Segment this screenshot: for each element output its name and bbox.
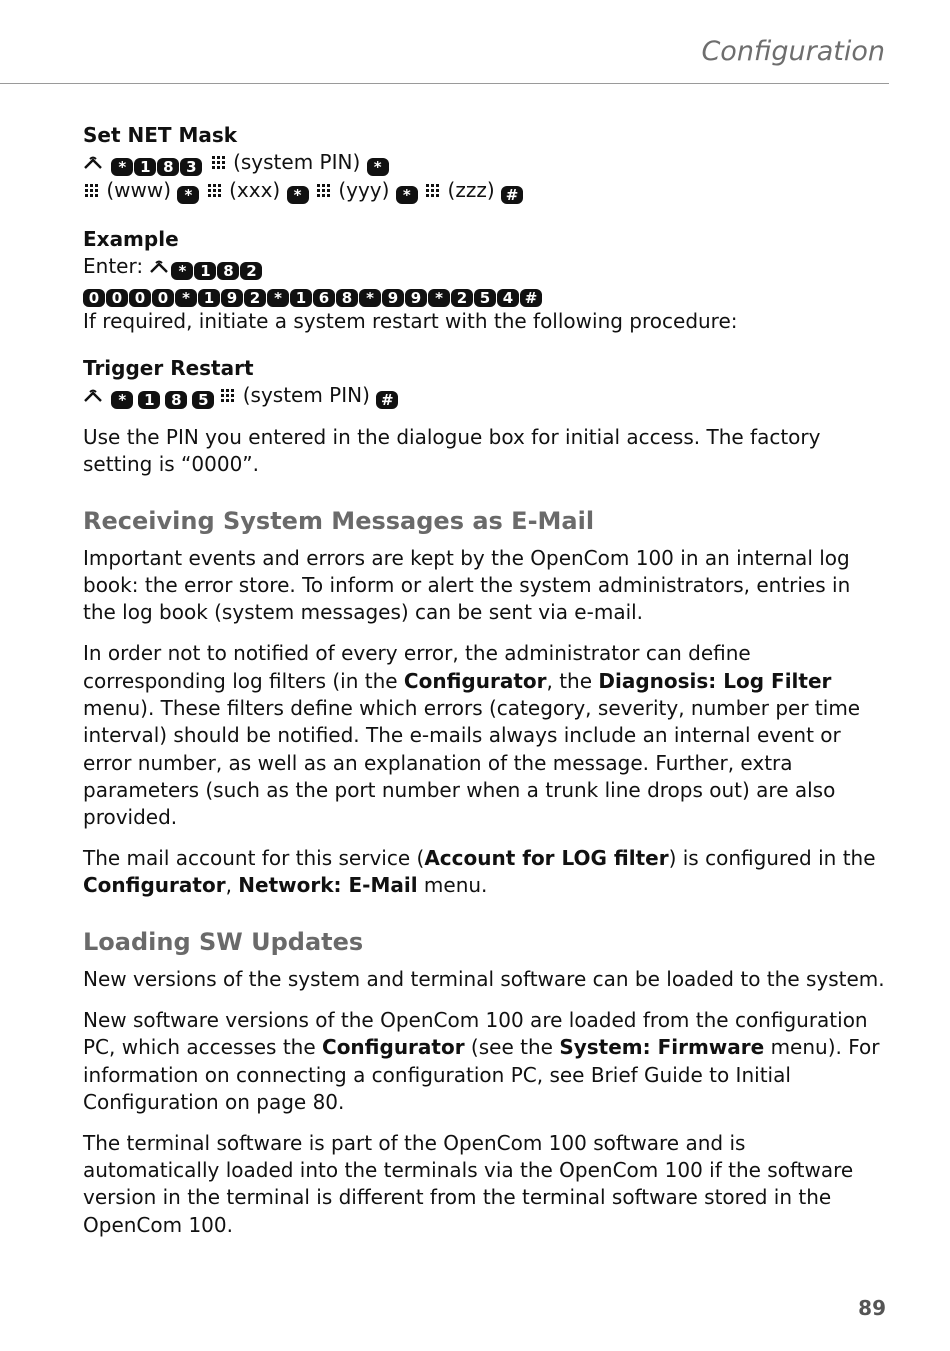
menu-reference-configurator: Configurator — [83, 873, 226, 898]
email-paragraph-1: Important events and errors are kept by the OpenCom 100 in an internal log book: the error store. To inform or alert the system administrators, entries in the log book (system messages) can be sent via e-mail. — [83, 545, 851, 625]
example-heading: Example — [83, 226, 179, 251]
restart-block — [83, 355, 888, 410]
key-star: * — [175, 289, 197, 307]
key-2: 2 — [240, 262, 262, 280]
key-8: 8 — [336, 289, 358, 307]
yyy-text: (yyy) — [338, 177, 390, 202]
key-hash: # — [520, 289, 542, 307]
key-0: 0 — [106, 289, 128, 307]
net-mask-line-1 — [83, 149, 888, 176]
example-enter-line — [83, 253, 888, 280]
key-6: 6 — [313, 289, 335, 307]
text-run: , the — [546, 668, 599, 693]
restart-note: If required, initiate a system restart with the following procedure: — [83, 308, 738, 333]
email-paragraph-3 — [83, 845, 888, 900]
key-star: * — [396, 186, 418, 204]
keypad-digits-icon — [85, 184, 98, 198]
menu-reference-system-firmware: System: Firmware — [559, 1035, 765, 1060]
key-star: * — [287, 186, 309, 204]
keypad-digits-icon — [426, 184, 439, 198]
zzz-text: (zzz) — [447, 177, 495, 202]
key-hash: # — [501, 186, 523, 204]
text-run: menu. — [417, 873, 488, 898]
key-8: 8 — [217, 262, 239, 280]
key-star: * — [111, 391, 133, 409]
key-8: 8 — [157, 158, 179, 176]
key-1: 1 — [134, 158, 156, 176]
key-star: * — [111, 158, 133, 176]
enter-label: Enter: — [83, 254, 144, 279]
key-0: 0 — [152, 289, 174, 307]
key-1: 1 — [290, 289, 312, 307]
email-paragraph-2 — [83, 640, 888, 831]
off-hook-icon — [83, 388, 103, 404]
key-3: 3 — [180, 158, 202, 176]
text-run: ) is configured in the — [668, 846, 876, 871]
net-mask-heading: Set NET Mask — [83, 123, 238, 147]
key-2: 2 — [244, 289, 266, 307]
keypad-digits-icon — [221, 389, 234, 403]
key-8: 8 — [165, 391, 187, 409]
xxx-text: (xxx) — [229, 177, 281, 202]
key-star: * — [367, 158, 389, 176]
sw-paragraph-3: The terminal software is part of the OpenCom 100 software and is automatically loaded into the terminals via the OpenCom 100 if the software version in the terminal is different from the terminal software stored in the OpenCom 100. — [83, 1130, 854, 1237]
restart-heading: Trigger Restart — [83, 356, 254, 381]
sw-paragraph-1: New versions of the system and terminal software can be loaded to the system. — [83, 967, 885, 992]
email-section-heading: Receiving System Messages as E-Mail — [83, 506, 595, 535]
key-star: * — [171, 262, 193, 280]
key-0: 0 — [129, 289, 151, 307]
net-mask-line-2 — [83, 177, 888, 204]
keypad-digits-icon — [317, 184, 330, 198]
off-hook-icon — [83, 155, 103, 171]
menu-reference-log-filter: Diagnosis: Log Filter — [598, 668, 832, 693]
key-star: * — [267, 289, 289, 307]
key-star: * — [428, 289, 450, 307]
menu-reference-configurator: Configurator — [322, 1035, 465, 1060]
page-number: 89 — [858, 1296, 886, 1320]
net-mask-block — [83, 122, 888, 204]
key-1: 1 — [138, 391, 160, 409]
system-pin-text: (system PIN) — [242, 383, 370, 408]
menu-reference-configurator: Configurator — [403, 668, 547, 693]
restart-key-line — [83, 382, 888, 409]
sw-section-heading: Loading SW Updates — [83, 928, 364, 957]
example-sequence-line — [83, 280, 888, 307]
off-hook-icon — [149, 259, 169, 275]
www-text: (www) — [106, 177, 172, 202]
pin-note: Use the PIN you entered in the dialogue box for initial access. The factory setting is “0000”. — [83, 424, 821, 476]
text-run: The mail account for this service ( — [83, 846, 425, 871]
keypad-digits-icon — [208, 184, 221, 198]
key-9: 9 — [405, 289, 427, 307]
key-9: 9 — [382, 289, 404, 307]
key-1: 1 — [198, 289, 220, 307]
key-1: 1 — [194, 262, 216, 280]
key-5: 5 — [192, 391, 214, 409]
key-hash: # — [376, 391, 398, 409]
menu-reference-account-log-filter: Account for LOG filter — [424, 846, 669, 871]
header-divider — [0, 83, 889, 84]
page-content — [83, 122, 888, 1253]
sw-paragraph-2 — [83, 1007, 888, 1116]
key-star: * — [359, 289, 381, 307]
key-star: * — [177, 186, 199, 204]
text-run: menu). For information on connecting a configuration PC, see Brief Guide to Initial Configuration on page 80. — [83, 1035, 880, 1114]
text-run: (see the — [464, 1035, 560, 1060]
key-5: 5 — [474, 289, 496, 307]
system-pin-text: (system PIN) — [233, 150, 361, 175]
key-2: 2 — [451, 289, 473, 307]
key-9: 9 — [221, 289, 243, 307]
text-run: In order not to notified of every error, the administrator can define corresponding log filters (in the — [83, 641, 751, 693]
key-4: 4 — [497, 289, 519, 307]
text-run: menu). These filters define which errors (category, severity, number per time interval) should be notified. The e-mails always include an internal event or error number, as well as an explanation of the message. Further, extra parameters (such as the port number when a trunk line drops out) are also provided. — [83, 695, 861, 830]
menu-reference-network-email: Network: E-Mail — [238, 873, 418, 898]
text-run: New software versions of the OpenCom 100 are loaded from the configuration PC, which accesses the — [83, 1008, 868, 1060]
page-header-title: Configuration — [701, 36, 885, 67]
keypad-digits-icon — [212, 156, 225, 170]
key-0: 0 — [83, 289, 105, 307]
example-block — [83, 226, 888, 335]
text-run: , — [225, 873, 239, 898]
